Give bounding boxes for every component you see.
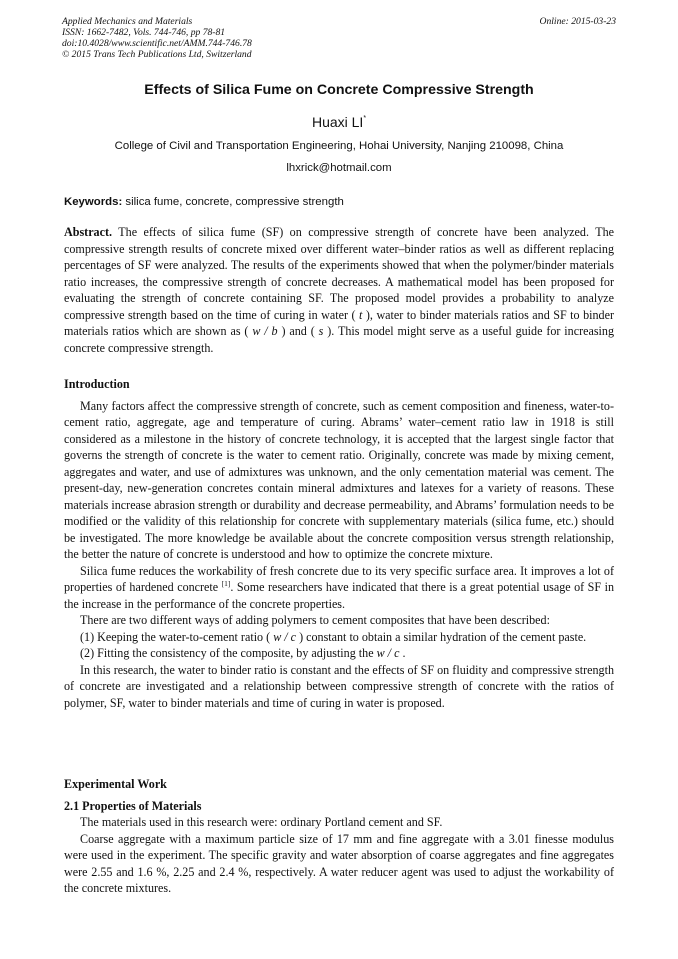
keywords-text: silica fume, concrete, compressive strength: [125, 196, 344, 208]
abstract-text-3: ) and (: [281, 324, 315, 338]
issn-line: ISSN: 1662-7482, Vols. 744-746, pp 78-81: [62, 27, 226, 38]
symbol-w-c-2: w / c: [376, 646, 400, 660]
item-1-text-b: ) constant to obtain a similar hydration of the cement paste.: [299, 629, 587, 644]
introduction-section: [64, 376, 614, 711]
abstract: [64, 224, 614, 356]
abstract-label: Abstract.: [64, 225, 113, 239]
journal-name: Applied Mechanics and Materials: [62, 16, 193, 27]
intro-p2-text-b: . Some researchers have indicated that there is a great potential usage of SF in the increase in the performance of the concrete properties.: [64, 580, 614, 611]
author-name: Huaxi LI: [311, 114, 364, 130]
intro-p2-text-a: Silica fume reduces the workability of fresh concrete due to its very specific surface area. It improves a lot of properties of hardened concrete: [64, 563, 614, 594]
paper-title: Effects of Silica Fume on Concrete Compressive Strength: [144, 82, 534, 98]
introduction-item-1: [64, 629, 614, 646]
introduction-paragraph-3: There are two different ways of adding polymers to cement composites that have been described:: [80, 613, 550, 627]
item-1-text-a: (1) Keeping the water-to-cement ratio (: [80, 629, 271, 644]
item-2-text-b: .: [402, 646, 406, 660]
affiliation: College of Civil and Transportation Engineering, Hohai University, Nanjing 210098, China: [114, 140, 564, 152]
abstract-text-1: The effects of silica fume (SF) on compressive strength of concrete have been analyzed. The compressive strength results of concrete mixed over different water–binder ratios as well as different replacing percentages of SF were analyzed. The results of the experiments showed that when the polymer/binder materials ratio increases, the compressive strength of concrete decreases. A mathematical model has been proposed for evaluating the strength of concrete containing SF. The proposed model provides a probability to analyze compressive strength based on the time of curing in water (: [64, 225, 615, 322]
corresponding-author-mark: *: [363, 115, 367, 122]
abstract-text-4: ). This model might serve as a useful guide for increasing concrete compressive strength.: [64, 324, 615, 355]
doi-line: doi:10.4028/www.scientific.net/AMM.744-746.78: [62, 38, 252, 49]
copyright-line: © 2015 Trans Tech Publications Ltd, Switzerland: [62, 49, 252, 60]
introduction-paragraph-4: In this research, the water to binder ratio is constant and the effects of SF on fluidity and compressive strength of concrete are investigated and a relationship between compressive strength of concrete with the ratios of polymer, SF, water to binder materials and time of curing in water is proposed.: [64, 662, 614, 710]
introduction-item-2: [64, 645, 614, 662]
symbol-s: s: [318, 324, 324, 338]
experimental-heading: Experimental Work: [64, 777, 167, 791]
journal-header: [62, 16, 616, 60]
introduction-paragraph-1: Many factors affect the compressive strength of concrete, such as cement composition and fineness, water-to-cement ratio, aggregate, age and temperature of curing. Abrams’ water–cement ratio law in 1918 is still considered as a milestone in the history of concrete technology, it is accepted that the largest single factor that governs the strength of concrete is the water to cement ratio. Originally, concrete was made by mixing cement, aggregates and water, and use of admixtures was unknown, and the only cementation material was cement. The present-day, new-generation concretes contain mineral admixtures and latexes for a variety of reasons. These materials increase abrasion strength or durability and decrease permeability, and Abrams’ formulation needs to be modified or the validity of this relationship for concrete with supplementary materials (silica fume, etc.) should be investigated. The more knowledge be available about the concrete composition versus strength relationship, the better the nature of concrete is understood and how to optimize the concrete mixture.: [64, 398, 614, 561]
author-email: lhxrick@hotmail.com: [286, 162, 392, 174]
abstract-text-2: ), water to binder materials ratios and SF to binder materials ratios which are shown as (: [64, 307, 614, 338]
keywords-label: Keywords:: [64, 196, 123, 208]
experimental-paragraph-1: The materials used in this research were: ordinary Portland cement and SF.: [80, 815, 443, 829]
experimental-section: [64, 776, 614, 897]
author-line: [0, 114, 678, 130]
introduction-paragraph-2: [64, 563, 614, 613]
item-2-text-a: (2) Fitting the consistency of the composite, by adjusting the: [80, 646, 377, 660]
symbol-t: t: [359, 307, 363, 322]
citation-1: [1]: [221, 579, 231, 588]
symbol-w-c: w / c: [273, 629, 297, 644]
introduction-heading: Introduction: [64, 377, 130, 391]
online-date: Online: 2015-03-23: [539, 16, 616, 27]
experimental-paragraph-2: Coarse aggregate with a maximum particle size of 17 mm and fine aggregate with a 3.01 finesse modulus were used in the experiment. The specific gravity and water absorption of coarse aggregates and fine aggregates were 2.55 and 1.6 %, 2.25 and 2.4 %, respectively. A water reducer agent was used to adjust the workability of the concrete mixtures.: [64, 831, 614, 895]
keywords: [64, 196, 616, 208]
materials-subheading: 2.1 Properties of Materials: [64, 798, 202, 813]
symbol-w-b: w / b: [252, 324, 278, 338]
